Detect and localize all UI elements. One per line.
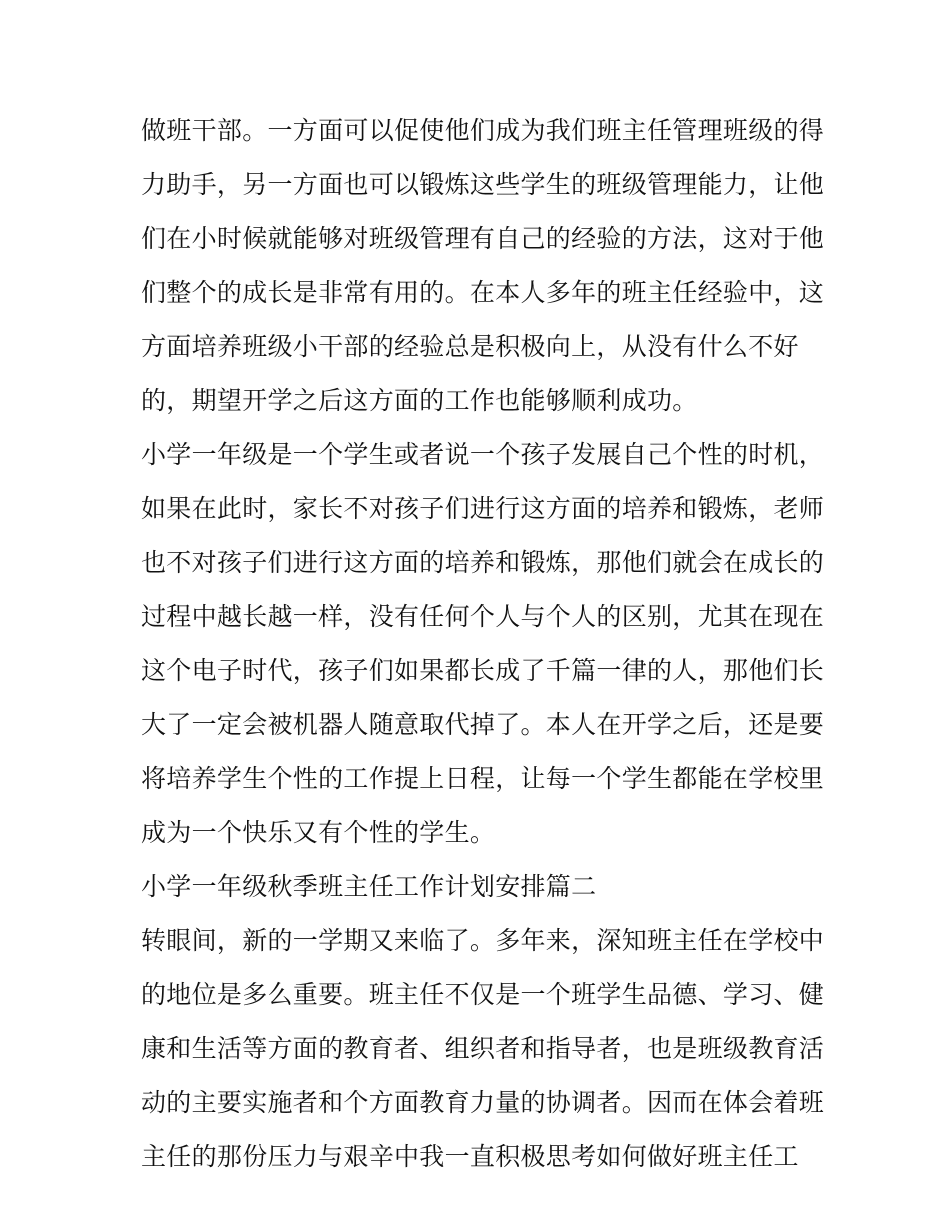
text-line: 如果在此时，家长不对孩子们进行这方面的培养和锻炼，老师 <box>141 494 825 523</box>
section-heading: 小学一年级秋季班主任工作计划安排篇二 <box>141 872 597 901</box>
text-line: 将培养学生个性的工作提上日程，让每一个学生都能在学校里 <box>141 764 825 793</box>
text-line: 们整个的成长是非常有用的。在本人多年的班主任经验中，这 <box>141 278 825 307</box>
text-line: 方面培养班级小干部的经验总是积极向上，从没有什么不好 <box>141 332 799 361</box>
text-line: 做班干部。一方面可以促使他们成为我们班主任管理班级的得 <box>141 116 825 145</box>
text-line: 成为一个快乐又有个性的学生。 <box>141 818 496 847</box>
text-line: 小学一年级是一个学生或者说一个孩子发展自己个性的时机， <box>141 440 825 469</box>
document-body <box>141 104 831 1184</box>
text-line: 过程中越长越一样，没有任何个人与个人的区别，尤其在现在 <box>141 602 825 631</box>
text-line: 大了一定会被机器人随意取代掉了。本人在开学之后，还是要 <box>141 710 825 739</box>
text-line: 力助手，另一方面也可以锻炼这些学生的班级管理能力，让他 <box>141 170 825 199</box>
text-line: 们在小时候就能够对班级管理有自己的经验的方法，这对于他 <box>141 224 825 253</box>
text-line: 也不对孩子们进行这方面的培养和锻炼，那他们就会在成长的 <box>141 548 825 577</box>
text-line: 康和生活等方面的教育者、组织者和指导者，也是班级教育活 <box>141 1034 825 1063</box>
text-line: 的，期望开学之后这方面的工作也能够顺利成功。 <box>141 386 698 415</box>
text-line: 的地位是多么重要。班主任不仅是一个班学生品德、学习、健 <box>141 980 825 1009</box>
text-line: 主任的那份压力与艰辛中我一直积极思考如何做好班主任工 <box>141 1142 799 1171</box>
text-line: 转眼间，新的一学期又来临了。多年来，深知班主任在学校中 <box>141 926 825 955</box>
text-line: 这个电子时代，孩子们如果都长成了千篇一律的人，那他们长 <box>141 656 825 685</box>
text-line: 动的主要实施者和个方面教育力量的协调者。因而在体会着班 <box>141 1088 825 1117</box>
